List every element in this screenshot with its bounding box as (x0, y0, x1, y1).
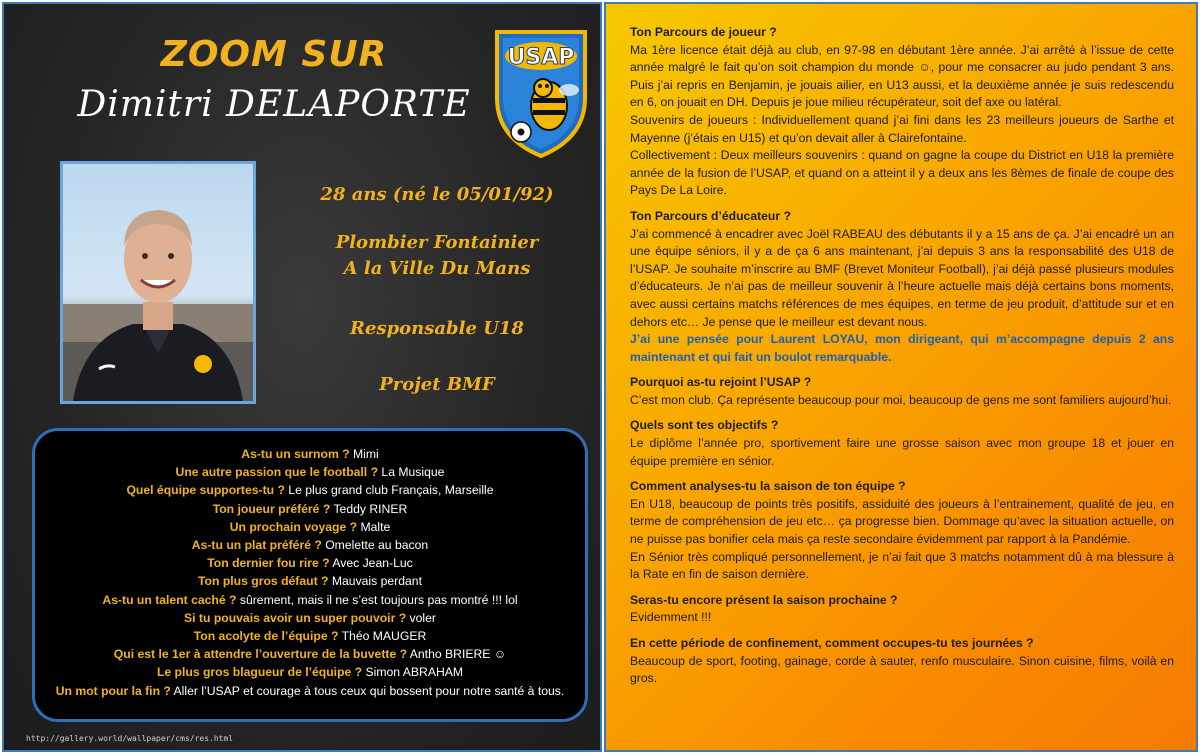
left-panel (2, 2, 602, 752)
qa-question: Un prochain voyage ? (229, 519, 358, 534)
section-question: Comment analyses-tu la saison de ton équipe ? (630, 479, 906, 494)
section-why-usap (630, 374, 1174, 409)
qa-line (35, 572, 585, 590)
qa-question: Qui est le 1er à attendre l’ouverture de la buvette ? (113, 647, 408, 662)
qa-question: Ton joueur préféré ? (212, 501, 331, 516)
section-question: Seras-tu encore présent la saison prochaine ? (630, 592, 898, 607)
qa-question: Le plus gros blagueur de l’équipe ? (156, 665, 363, 680)
section-question: Ton Parcours d’éducateur ? (630, 208, 791, 223)
player-project: Projet BMF (379, 374, 495, 395)
watermark: http://gallery.world/wallpaper/cms/res.html (26, 734, 234, 743)
qa-line (35, 554, 585, 572)
qa-line (35, 591, 585, 609)
section-confinement (630, 635, 1174, 688)
section-question: Ton Parcours de joueur ? (630, 25, 777, 39)
qa-answer: Malte (357, 519, 391, 534)
qa-answer: Simon ABRAHAM (362, 665, 464, 680)
qa-line (35, 663, 585, 681)
qa-line (35, 536, 585, 554)
qa-question: Ton acolyte de l’équipe ? (193, 629, 339, 644)
qa-line (35, 682, 585, 700)
section-player-career (630, 24, 1174, 200)
player-age: 28 ans (né le 05/01/92) (320, 184, 554, 205)
qa-question: As-tu un talent caché ? (102, 592, 237, 607)
section-paragraph: En Sénior très compliqué personnellement, je n’ai fait que 3 matchs notamment dû à ma blessure à la Rate en fin de saison dernière. (630, 549, 1174, 582)
qa-answer: Teddy RINER (330, 501, 408, 516)
section-paragraph: C’est mon club. Ça représente beaucoup pour moi, beaucoup de gens me sont familiers aujourd’hui. (630, 392, 1172, 407)
section-paragraph: Le diplôme l’année pro, sportivement faire une grosse saison avec mon groupe 18 et jouer en équipe première en sénior. (630, 436, 1174, 468)
zoom-title: ZOOM SUR (160, 34, 388, 75)
section-paragraph: Souvenirs de joueurs : Individuellement quand j’ai fini dans les 23 meilleurs joueurs de Sarthe et Mayenne (j’étais en U15) et qu’on devait aller à Clairefontaine. (630, 112, 1174, 145)
qa-line (35, 609, 585, 627)
section-next-season (630, 592, 1174, 627)
qa-question: Un mot pour la fin ? (55, 683, 171, 698)
qa-line (35, 481, 585, 499)
section-paragraph: Beaucoup de sport, footing, gainage, corde à sauter, renfo musculaire. Sinon cuisine, films, voilà en gros. (630, 653, 1174, 686)
section-season-analysis (630, 478, 1174, 584)
section-paragraph: Evidemment !!! (630, 610, 712, 625)
qa-answer: Aller l’USAP et courage à tous ceux qui bossent pour notre santé à tous. (170, 683, 565, 698)
qa-question: Si tu pouvais avoir un super pouvoir ? (184, 610, 407, 625)
qa-answer: Mimi (349, 447, 379, 461)
section-paragraph: Ma 1ère licence était déjà au club, en 97-98 en débutant 1ère année. J’ai arrêté à l’issue de cette année malgré le fait qu’on soit champion du monde ☺, pour me consacrer au judo pendant 3 ans. Puis j’ai repris en Benjamin, je jouais ailier, en U13 aussi, et la deuxième année je suis redescendu en 6, on jouait en DH. Depuis je joue milieu récupérateur, soit def axe ou latéral. (630, 42, 1174, 110)
qa-answer: sûrement, mais il ne s’est toujours pas montré !!! lol (236, 592, 518, 607)
section-highlight: J’ai une pensée pour Laurent LOYAU, mon dirigeant, qui m’accompagne depuis 2 ans maintenant et qui fait un boulot remarquable. (630, 332, 1174, 364)
usap-logo-icon (491, 28, 591, 160)
qa-answer: Avec Jean-Luc (329, 556, 413, 571)
qa-answer: Antho BRIERE ☺ (407, 647, 507, 662)
qa-question: As-tu un surnom ? (241, 447, 350, 461)
qa-question: Une autre passion que le football ? (175, 465, 379, 480)
svg-text:USAP: USAP (507, 45, 575, 70)
qa-line (35, 645, 585, 663)
section-question: Pourquoi as-tu rejoint l’USAP ? (630, 375, 812, 390)
section-paragraph: J’ai commencé à encadrer avec Joël RABEAU des débutants il y a 15 ans de ça. J’ai encadré un an une équipe séniors, il y a de ça 6 ans maintenant, j’ai depuis 3 ans la responsabilité des U18 de l’USAP. Je souhaite m’inscrire au BMF (Brevet Moniteur Football), j’ai déjà passé plusieurs modules d’éducateurs. Je n’ai pas de meilleur souvenir à l’heure actuelle mais déjà certains bons moments, avec aussi certains matchs références de mes équipes, en terme de jeu produit, d’attitude sur et en dehors etc… Je pense que le meilleur est devant nous. (630, 226, 1174, 329)
player-job (272, 230, 602, 282)
qa-line (35, 445, 585, 463)
qa-line (35, 463, 585, 481)
section-coach-career (630, 208, 1174, 366)
player-job-line1: Plombier Fontainier (335, 232, 539, 253)
qa-answer: Mauvais perdant (328, 574, 422, 589)
player-job-line2: A la Ville Du Mans (343, 258, 531, 279)
qa-line (35, 518, 585, 536)
qa-answer: Le plus grand club Français, Marseille (284, 483, 494, 498)
qa-answer: Théo MAUGER (338, 629, 427, 644)
player-role: Responsable U18 (350, 318, 524, 339)
qa-line (35, 500, 585, 518)
qa-question: As-tu un plat préféré ? (191, 538, 322, 553)
qa-line (35, 627, 585, 645)
qa-question: Quel équipe supportes-tu ? (126, 483, 285, 498)
right-panel (604, 2, 1198, 752)
qa-question: Ton plus gros défaut ? (198, 574, 329, 589)
section-question: Quels sont tes objectifs ? (630, 418, 779, 433)
player-photo (60, 161, 256, 404)
quick-questions-box (32, 428, 588, 722)
section-paragraph: Collectivement : Deux meilleurs souvenirs : quand on gagne la coupe du District en U18 la première année de la fusion de l’USAP, et quand on a atteint il y a deux ans les 8èmes de finale de coupe des Pays De La Loire. (630, 148, 1174, 198)
section-question: En cette période de confinement, comment occupes-tu tes journées ? (630, 636, 1034, 650)
section-paragraph: En U18, beaucoup de points très positifs, assiduité des joueurs à l’entrainement, qualité de jeu, en terme de compréhension de jeu etc… ça progresse bien. Dommage qu’avec la situation actuelle, on ne puisse pas bonifier cela mais ça reste secondaire évidemment par rapport à la Pandémie. (630, 496, 1174, 547)
qa-answer: voler (406, 610, 436, 625)
qa-answer: La Musique (378, 465, 445, 480)
section-objectives (630, 417, 1174, 470)
player-name: Dimitri DELAPORTE (77, 84, 471, 125)
qa-answer: Omelette au bacon (321, 538, 429, 553)
qa-question: Ton dernier fou rire ? (207, 556, 330, 571)
